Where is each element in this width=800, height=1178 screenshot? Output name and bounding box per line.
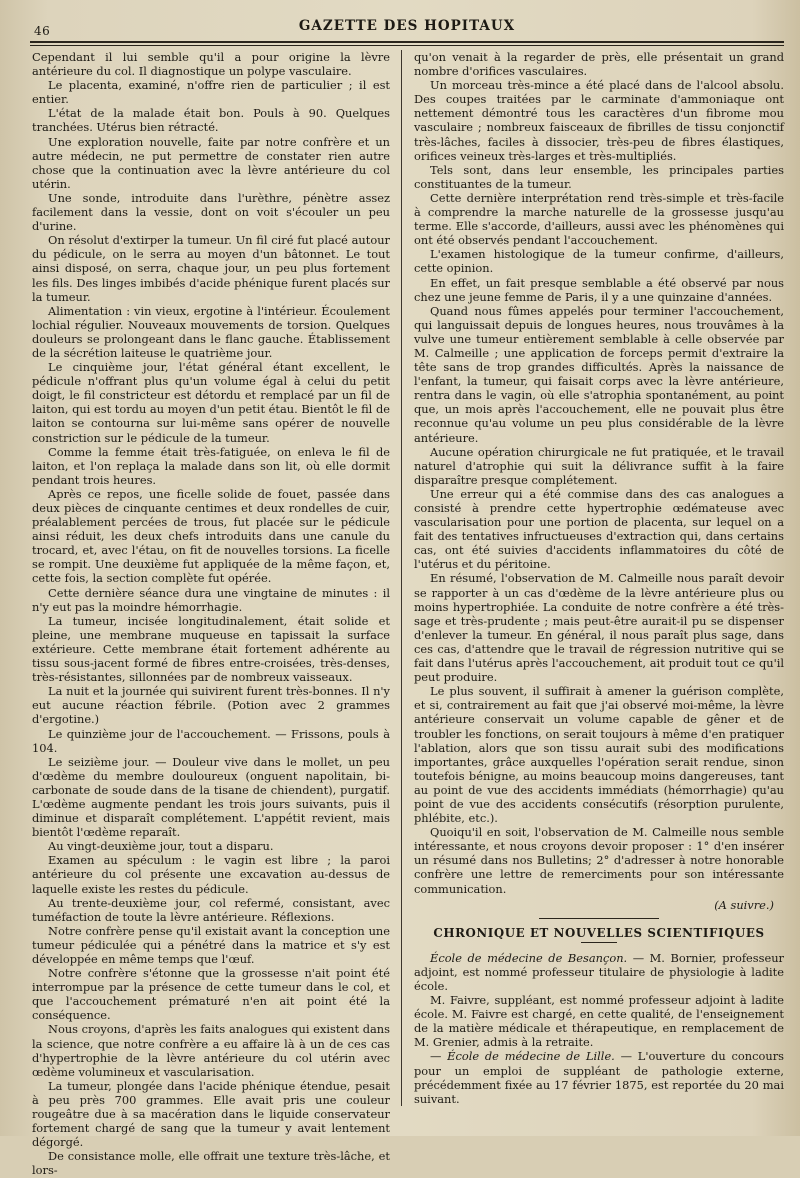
column-divider <box>401 50 402 1106</box>
paragraph: Cette dernière interprétation rend très-simple et très-facile à comprendre la marche naturelle de la grossesse jusqu'au terme. Elle s'accorde, d'ailleurs, aussi avec les phénomènes qui ont été observés pendant l'accouchement. <box>414 190 784 248</box>
paragraph: Au trente-deuxième jour, col refermé, consistant, avec tuméfaction de toute la lèvre antérieure. Réflexions. <box>32 895 390 924</box>
header-rule <box>30 41 784 46</box>
paragraph: Comme la femme était très-fatiguée, on enleva le fil de laiton, et l'on replaça la malade dans son lit, où elle dormit pendant trois heures. <box>32 444 390 487</box>
paragraph: La nuit et la journée qui suivirent furent très-bonnes. Il n'y eut aucune réaction fébrile. (Potion avec 2 grammes d'ergotine.) <box>32 684 390 727</box>
paragraph: Au vingt-deuxième jour, tout a disparu. <box>48 839 274 854</box>
paragraph: Alimentation : vin vieux, ergotine à l'intérieur. Écoulement lochial régulier. Nouveaux mouvements de torsion. Quelques douleurs se prolongeant dans le flanc gauche. Établissement de la sécrétion laiteuse le quatrième jour. <box>32 303 390 360</box>
paragraph: Le seizième jour. — Douleur vive dans le mollet, un peu d'œdème du membre douloureux (onguent napolitain, bi-carbonate de soude dans de la tisane de chiendent), purgatif. L'œdème augmente pendant les trois jours suivants, puis il diminue et disparaît complétement. L'appétit revient, mais bientôt l'œdème reparaît. <box>32 754 390 840</box>
paragraph: Une exploration nouvelle, faite par notre confrère et un autre médecin, ne put permettre de constater rien autre chose que la continuation avec la lèvre antérieure du col utérin. <box>32 134 390 191</box>
paragraph: Cependant il lui semble qu'il a pour origine la lèvre antérieure du col. Il diagnostique un polype vasculaire. <box>32 50 390 79</box>
page-header <box>30 18 784 42</box>
journal-title: GAZETTE DES HOPITAUX <box>298 18 516 34</box>
paragraph: Notre confrère s'étonne que la grossesse n'ait point été interrompue par la présence de cette tumeur dans le col, et que l'accouchement prématuré n'en ait point été la conséquence. <box>32 966 390 1023</box>
paragraph: En effet, un fait presque semblable a été observé par nous chez une jeune femme de Paris, il y a une quinzaine d'années. <box>414 275 784 304</box>
paragraph: Nous croyons, d'après les faits analogues qui existent dans la science, que notre confrère a eu affaire là à un de ces cas d'hypertrophie de la lèvre antérieure du col utérin avec œdème volumineux et vascularisation. <box>32 1022 390 1079</box>
paragraph: qu'on venait à la regarder de près, elle présentait un grand nombre d'orifices vasculaires. <box>414 50 784 79</box>
paragraph: Une erreur qui a été commise dans des cas analogues a consisté à prendre cette hypertrophie œdémateuse avec vascularisation pour une portion de placenta, sur lequel on a fait des tentatives infructueuses d'extraction qui, dans certains cas, ont été suivies d'accidents inflammatoires du côté de l'utérus et du péritoine. <box>414 486 784 572</box>
paragraph: Un morceau très-mince a été placé dans de l'alcool absolu. Des coupes traitées par le carminate d'ammoniaque ont nettement démontré tous les caractères d'un fibrome mou vasculaire ; nombreux faisceaux de fibrilles de tissu conjonctif très-lâches, faciles à dissocier, très-peu de fibres élastiques, orifices veineux très-larges et très-multipliés. <box>414 78 784 163</box>
paragraph: La tumeur, plongée dans l'acide phénique étendue, pesait à peu près 700 grammes. Elle avait pris une couleur rougeâtre due à sa macération dans le liquide conservateur fortement chargé de sang que la tumeur y avait lentement dégorgé. <box>32 1078 390 1150</box>
paragraph: On résolut d'extirper la tumeur. Un fil ciré fut placé autour du pédicule, on le serra au moyen d'un bâtonnet. Le tout ainsi disposé, on serra, chaque jour, un peu plus fortement les fils. Des linges imbibés d'acide phénique furent placés sur la tumeur. <box>32 233 390 304</box>
paragraph: Le plus souvent, il suffirait à amener la guérison complète, et si, contrairement au fait que j'ai observé moi-même, la lèvre antérieure conservait un volume capable de gêner et de troubler les fonctions, on serait toujours à même d'en pratiquer l'ablation, alors que son tissu aurait subi des modifications importantes, grâce auxquelles l'opération serait rendue, sinon toutefois bénigne, au moins beaucoup moins dangereuses, tant au point de vue des accidents immédiats (hémorrhagie) qu'au point de vue des accidents consécutifs (résorption purulente, phlébite, etc.). <box>414 684 784 826</box>
section-title-underline <box>581 942 617 943</box>
left-column <box>32 50 390 1178</box>
paragraph: Une sonde, introduite dans l'urèthre, pénètre assez facilement dans la vessie, dont on voit s'écouler un peu d'urine. <box>32 190 390 234</box>
page-number: 46 <box>34 24 51 38</box>
paragraph: La tumeur, incisée longitudinalement, était solide et pleine, une membrane muqueuse en tapissait la surface extérieure. Cette membrane était fortement adhérente au tissu sous-jacent formé de fibres entre-croisées, très-denses, très-résistantes, sillonnées par de nombreux vaisseaux. <box>32 613 390 685</box>
right-column <box>414 50 784 1112</box>
news-item <box>414 951 784 993</box>
news-item-text: M. Faivre, suppléant, est nommé professeur adjoint à ladite école. M. Faivre est chargé, en cette qualité, de l'enseignement de la matière médicale et thérapeutique, en remplacement de M. Grenier, admis à la retraite. <box>414 993 784 1050</box>
section-separator-rule <box>539 918 659 920</box>
section-title: CHRONIQUE ET NOUVELLES SCIENTIFIQUES <box>433 925 765 940</box>
paragraph: De consistance molle, elle offrait une texture très-lâche, et lors- <box>32 1149 390 1178</box>
news-item <box>414 993 784 1049</box>
paragraph: L'examen histologique de la tumeur confirme, d'ailleurs, cette opinion. <box>414 247 784 276</box>
paragraph: En résumé, l'observation de M. Calmeille nous paraît devoir se rapporter à un cas d'œdème de la lèvre antérieure plus ou moins hypertrophiée. La conduite de notre confrère a été très-sage et très-prudente ; mais peut-être aurait-il pu se dispenser d'enlever la tumeur. En général, il nous paraît plus sage, dans ces cas, d'attendre que le travail de régression nutritive qui se fait dans l'utérus après l'accouchement, ait produit tout ce qu'il peut produire. <box>414 571 784 685</box>
paragraph: Notre confrère pense qu'il existait avant la conception une tumeur pédiculée qui a pénétré dans la matrice et s'y est développée en même temps que l'œuf. <box>32 923 390 966</box>
news-item-text: — L'ouverture du concours pour un emploi de suppléant de pathologie externe, précédemment fixée au 17 février 1875, est reportée du 20 mai suivant. <box>414 1049 784 1106</box>
paragraph: Aucune opération chirurgicale ne fut pratiquée, et le travail naturel d'atrophie qui suit la délivrance suffit à la faire disparaître presque complétement. <box>414 444 784 487</box>
paragraph: Quoiqu'il en soit, l'observation de M. Calmeille nous semble intéressante, et nous croyons devoir proposer : 1° d'en insérer un résumé dans nos Bulletins; 2° d'adresser à notre honorable confrère une lettre de remerciments pour son intéressante communication. <box>414 825 784 896</box>
paragraph: Le cinquième jour, l'état général étant excellent, le pédicule n'offrant plus qu'un volume égal à celui du petit doigt, le fil constricteur est détordu et remplacé par un fil de laiton, qui est tordu au moyen d'un petit étau. Bientôt le fil de laiton se contourna sur lui-même sans opérer de nouvelle constriction sur le pédicule de la tumeur. <box>32 360 390 445</box>
news-item-text: — M. Bornier, professeur adjoint, est nommé professeur titulaire de physiologie à ladite école. <box>414 950 784 993</box>
paragraph: Examen au spéculum : le vagin est libre ; la paroi antérieure du col présente une excavation au-dessus de laquelle existe les restes du pédicule. <box>32 853 390 896</box>
paragraph: Après ce repos, une ficelle solide de fouet, passée dans deux pièces de cinquante centimes et deux rondelles de cuir, préalablement percées de trous, fut placée sur le pédicule ainsi réduit, les deux chefs introduits dans une canule du trocard, et, avec l'étau, on fit de nouvelles torsions. La ficelle se rompit. Une deuxième fut appliquée de la même façon, et, cette fois, la section complète fut opérée. <box>32 486 390 586</box>
paragraph: Tels sont, dans leur ensemble, les principales parties constituantes de la tumeur. <box>414 162 784 191</box>
paragraph: Le placenta, examiné, n'offre rien de particulier ; il est entier. <box>32 78 390 107</box>
paragraph: Cette dernière séance dura une vingtaine de minutes : il n'y eut pas la moindre hémorrhagie. <box>32 585 390 614</box>
to-be-continued: (A suivre.) <box>714 897 774 912</box>
news-item <box>414 1049 784 1105</box>
paragraph: L'état de la malade était bon. Pouls à 90. Quelques tranchées. Utérus bien rétracté. <box>32 106 390 135</box>
news-item-lead: École de médecine de Besançon. <box>430 950 628 965</box>
paragraph: Quand nous fûmes appelés pour terminer l'accouchement, qui languissait depuis de longues heures, nous trouvâmes à la vulve une tumeur entièrement semblable à celle observée par M. Calmeille ; une application de forceps permit d'extraire la tête sans de trop grandes difficultés. Après la naissance de l'enfant, la tumeur, qui faisait corps avec la lèvre antérieure, rentra dans le vagin, où elle s'atrophia spontanément, au point que, un mois après l'accouchement, elle ne pouvait plus être reconnue qu'au volume un peu plus considérable de la lèvre antérieure. <box>414 303 784 445</box>
paragraph: Le quinzième jour de l'accouchement. — Frissons, pouls à 104. <box>32 726 390 755</box>
news-item-lead: — École de médecine de Lille. <box>430 1049 615 1064</box>
